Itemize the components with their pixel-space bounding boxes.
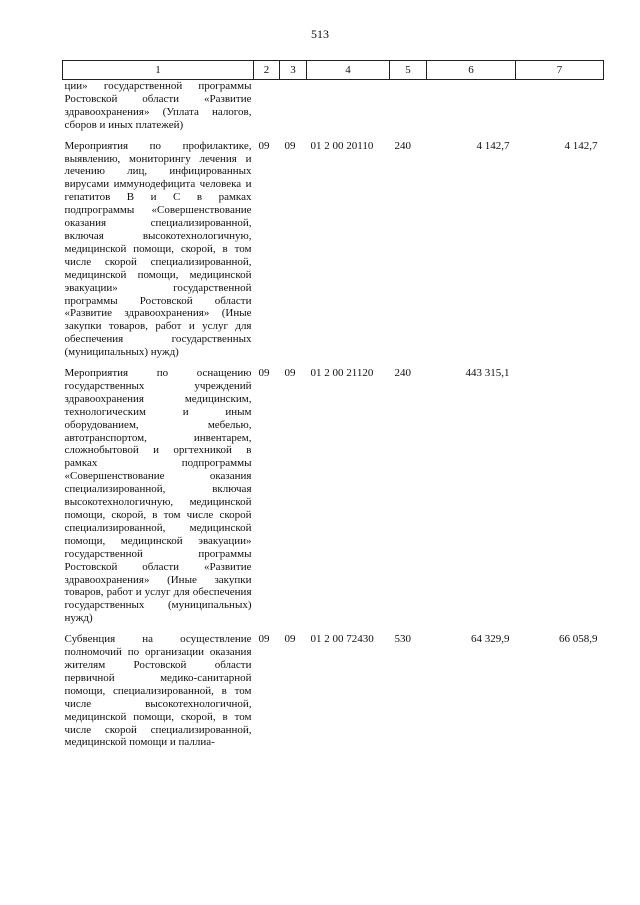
row-description: Субвенция на осуществление полномочий по организации оказания жителям Ростовской области первичной медико-санитарной помощи, специализированной, в том числе высокотехнологичной, медицинской помощи, скорой, в том числе скорой специализированной, медицинской помощи и паллиа- <box>64 633 252 749</box>
row-amount-2 <box>516 359 604 625</box>
row-amount-2 <box>516 80 604 132</box>
header-col-3: 3 <box>280 61 307 80</box>
row-amount-2: 4 142,7 <box>564 139 598 152</box>
table-row <box>63 625 604 749</box>
header-col-2: 2 <box>254 61 280 80</box>
table-row <box>63 359 604 625</box>
row-section <box>254 80 280 132</box>
page-number: 513 <box>311 27 329 41</box>
row-subsection: 09 <box>284 139 296 152</box>
header-col-6: 6 <box>427 61 516 80</box>
row-description: ции» государственной программы Ростовской области «Развитие здравоохранения» (Уплата налогов, сборов и иных платежей) <box>64 80 252 131</box>
row-target-article: 01 2 00 20110 <box>310 139 374 152</box>
row-description: Мероприятия по профилактике, выявлению, мониторингу лечения и лечению лиц, инфицированных вирусами иммунодефицита человека и гепатитов В и С в рамках подпрограммы «Совершенствование оказания специализированной, включая высокотехнологичную, медицинской помощи, скорой, в том числе скорой специализированной, медицинской помощи, медицинской эвакуации» государственной программы Ростовской области «Развитие здравоохранения» (Иные закупки товаров, работ и услуг для обеспечения государственных (муниципальных) нужд) <box>64 139 252 359</box>
row-amount-1: 4 142,7 <box>476 139 510 152</box>
table-row <box>63 80 604 132</box>
header-col-4: 4 <box>307 61 390 80</box>
row-section: 09 <box>258 633 270 646</box>
row-subsection <box>280 80 307 132</box>
row-section: 09 <box>258 139 270 152</box>
row-description: Мероприятия по оснащению государственных учреждений здравоохранения медицинским, технологическим и иным оборудованием, мебелью, автотранспортом, инвентарем, сложнобытовой и оргтехникой в рамках подпрограммы «Совершенствование оказания специализированной, включая высокотехнологичную, медицинской помощи, скорой, в том числе скорой специализированной, медицинской помощи, медицинской эвакуации» государственной программы Ростовской области «Развитие здравоохранения» (Иные закупки товаров, работ и услуг для обеспечения государственных (муниципальных) нужд) <box>64 367 252 625</box>
header-col-1: 1 <box>63 61 254 80</box>
row-amount-1: 64 329,9 <box>471 633 510 646</box>
row-expense-type: 530 <box>394 633 411 646</box>
row-target-article: 01 2 00 72430 <box>310 633 374 646</box>
header-col-7: 7 <box>516 61 604 80</box>
header-col-5: 5 <box>390 61 427 80</box>
table-header-row <box>63 61 604 80</box>
row-target-article <box>307 80 390 132</box>
row-expense-type: 240 <box>394 139 411 152</box>
row-amount-1 <box>427 80 516 132</box>
row-target-article: 01 2 00 21120 <box>310 367 374 380</box>
table-row <box>63 132 604 359</box>
row-subsection: 09 <box>284 367 296 380</box>
row-expense-type: 240 <box>394 367 411 380</box>
row-subsection: 09 <box>284 633 296 646</box>
row-section: 09 <box>258 367 270 380</box>
budget-table <box>62 60 604 749</box>
row-expense-type <box>390 80 427 132</box>
row-amount-1: 443 315,1 <box>465 367 510 380</box>
row-amount-2: 66 058,9 <box>559 633 598 646</box>
